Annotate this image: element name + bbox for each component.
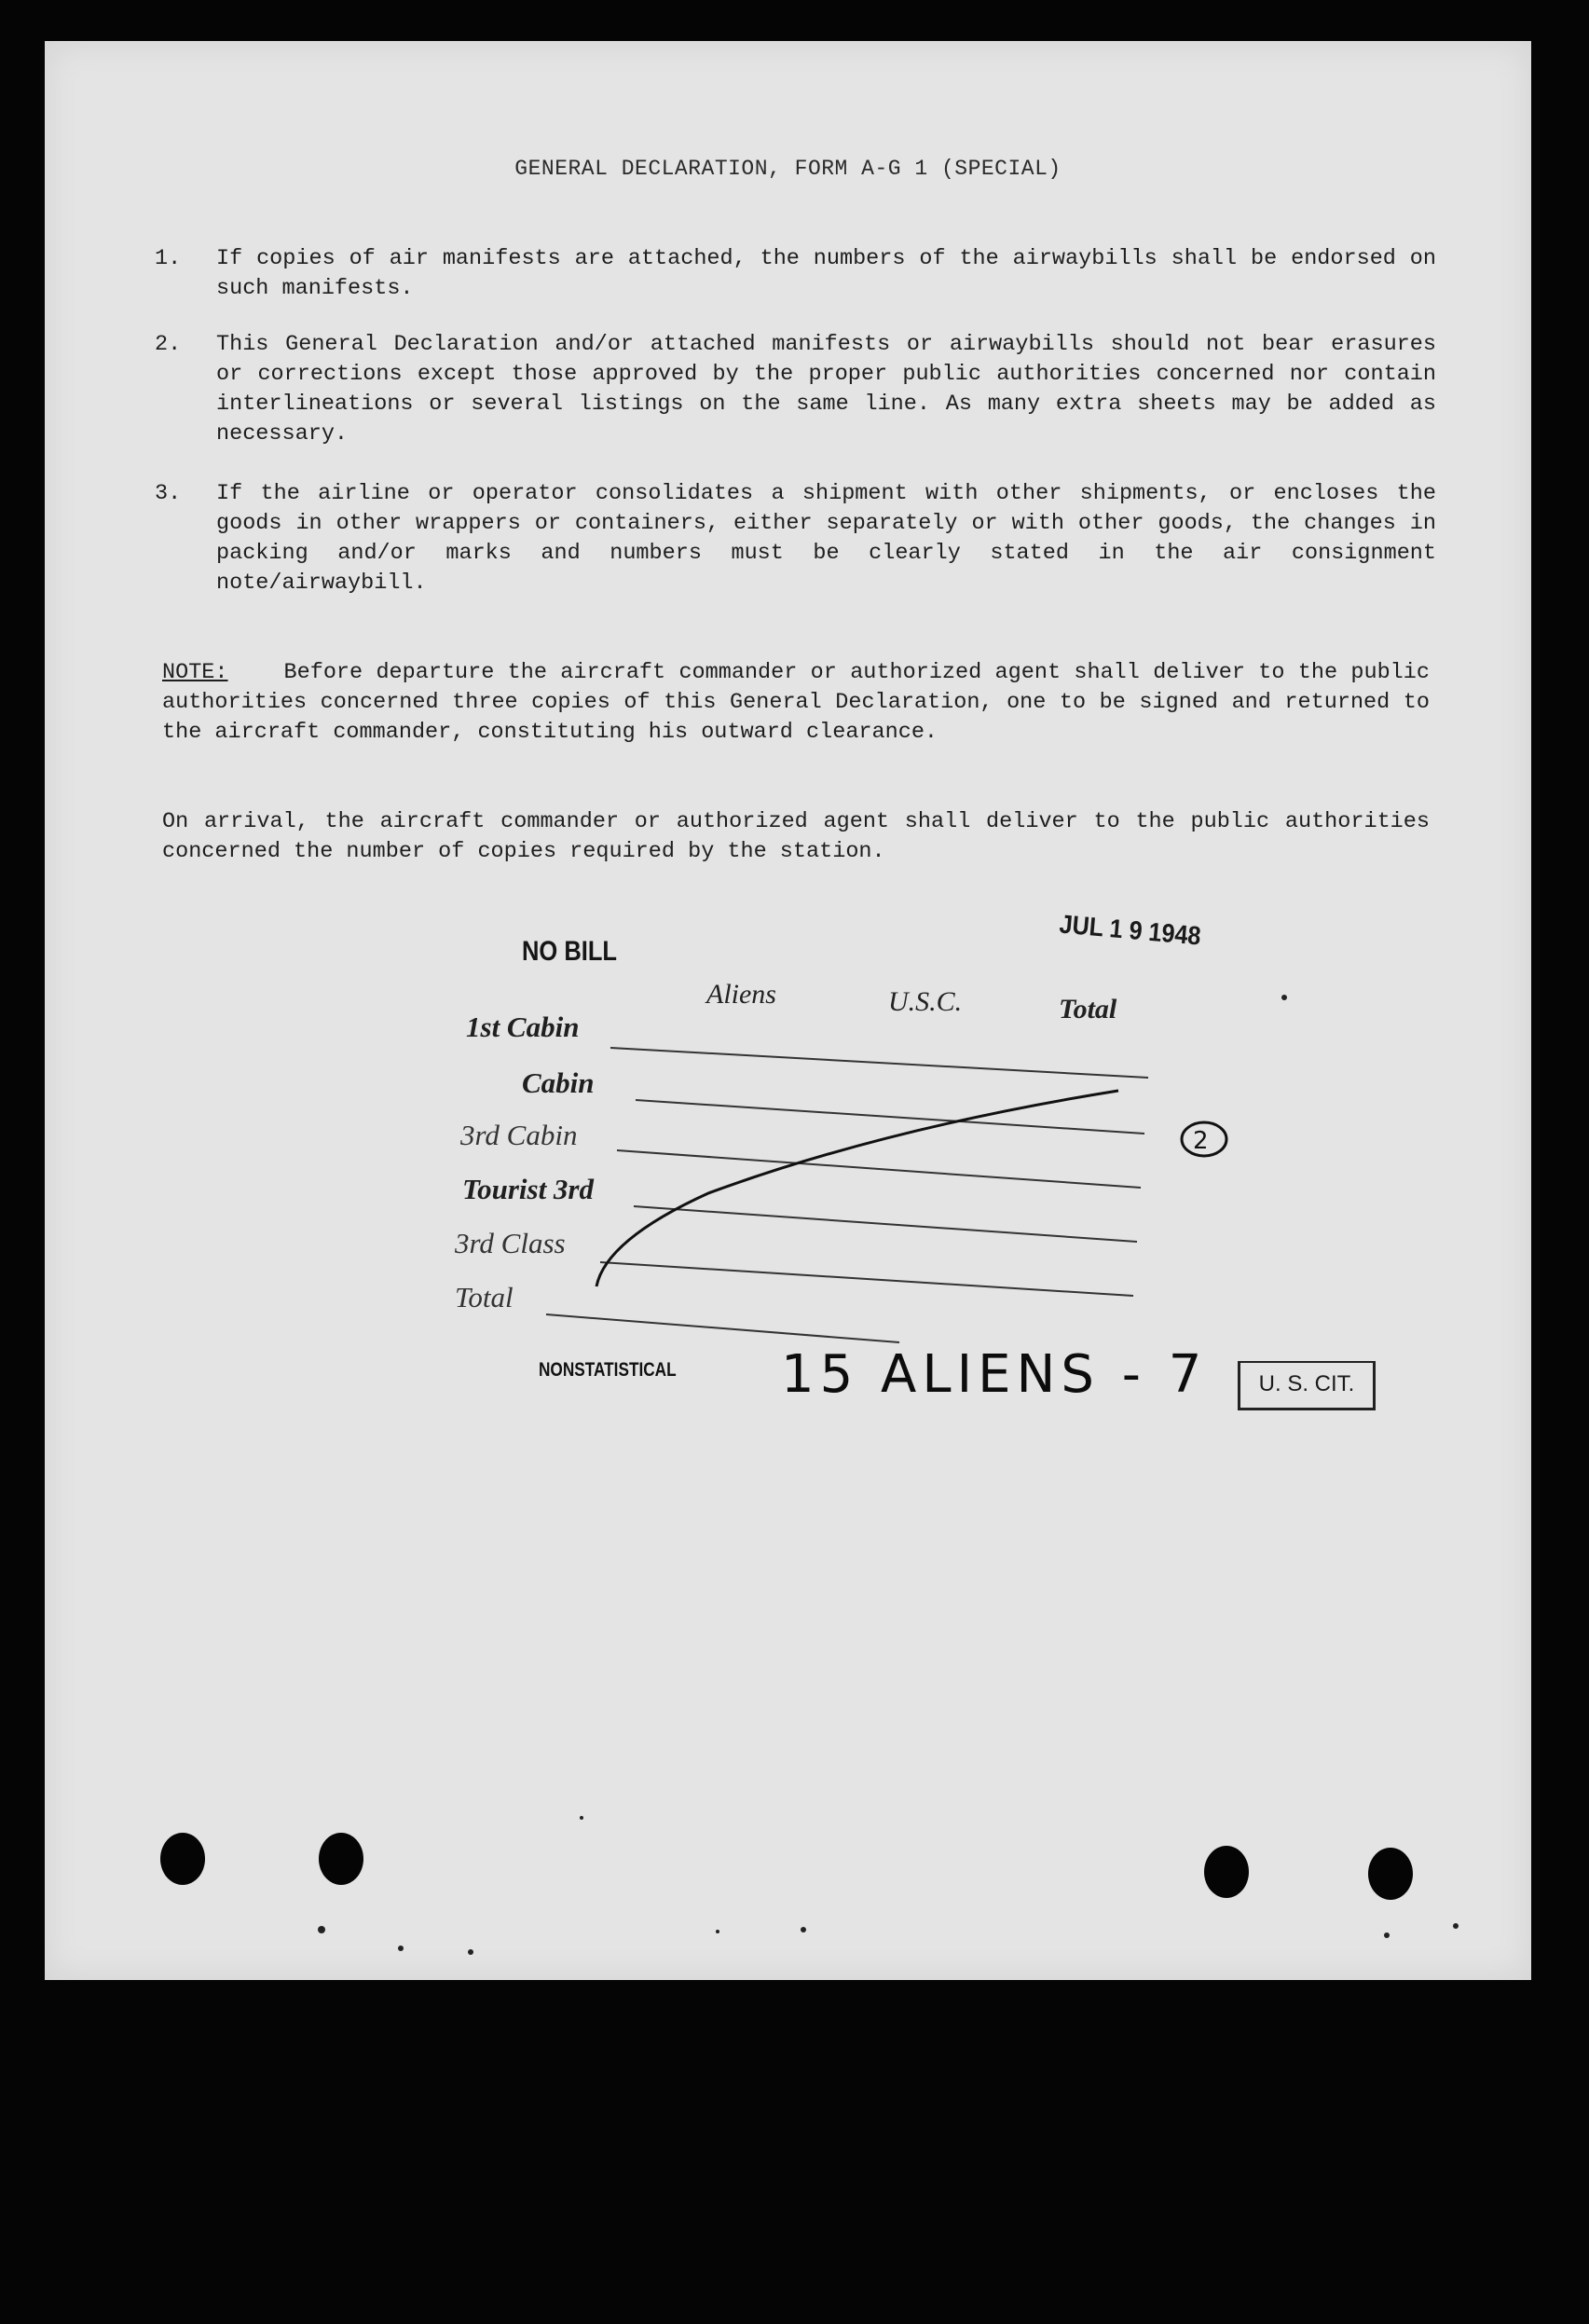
- handwritten-alien-count: 15 ALIENS - 7: [781, 1344, 1208, 1405]
- instruction-item-1: [155, 244, 1436, 304]
- row-label-cabin: Cabin: [522, 1066, 595, 1099]
- instruction-item-2: [155, 330, 1436, 449]
- row-label-1st-cabin: 1st Cabin: [466, 1011, 580, 1043]
- item-number: 3.: [155, 481, 182, 506]
- us-cit-stamp: U. S. CIT.: [1238, 1361, 1376, 1410]
- note-label: NOTE:: [162, 660, 228, 685]
- item-number: 1.: [155, 246, 182, 271]
- document-title: GENERAL DECLARATION, FORM A-G 1 (SPECIAL): [514, 157, 1062, 181]
- nonstatistical-stamp: NONSTATISTICAL: [539, 1359, 677, 1381]
- column-header-total: Total: [1059, 994, 1117, 1024]
- row-label-3rd-class: 3rd Class: [455, 1227, 566, 1259]
- date-stamp: JUL 1 9 1948: [1058, 909, 1202, 951]
- note-paragraph: [162, 658, 1430, 748]
- item-text: If copies of air manifests are attached, the numbers of the airwaybills shall be endorsed on such manifests.: [216, 246, 1436, 301]
- column-header-aliens: Aliens: [706, 979, 776, 1010]
- item-number: 2.: [155, 332, 182, 357]
- no-bill-stamp: NO BILL: [522, 936, 617, 967]
- row-label-total: Total: [455, 1281, 514, 1313]
- circled-number: 2: [1193, 1127, 1209, 1155]
- column-header-usc: U.S.C.: [888, 986, 963, 1017]
- arrival-paragraph: On arrival, the aircraft commander or authorized agent shall deliver to the public authorities concerned the number of copies required by the station.: [162, 809, 1430, 864]
- note-text: Before departure the aircraft commander or authorized agent shall deliver to the public authorities concerned three copies of this General Declaration, one to be signed and returned to the aircraft commander, constituting his outward clearance.: [162, 660, 1430, 745]
- item-text: This General Declaration and/or attached manifests or airwaybills should not bear erasures or corrections except those approved by the proper public authorities concerned nor contain interlineations or several listings on the same line. As many extra sheets may be added as necessary.: [216, 332, 1436, 447]
- item-text: If the airline or operator consolidates a shipment with other shipments, or encloses the goods in other wrappers or containers, either separately or with other goods, the changes in packing and/or marks and numbers must be clearly stated in the air consignment note/airwaybill.: [216, 481, 1436, 596]
- document-sheet: [45, 41, 1531, 1980]
- instruction-item-3: [155, 479, 1436, 598]
- row-label-3rd-cabin: 3rd Cabin: [460, 1119, 578, 1151]
- row-label-tourist-3rd: Tourist 3rd: [462, 1173, 594, 1205]
